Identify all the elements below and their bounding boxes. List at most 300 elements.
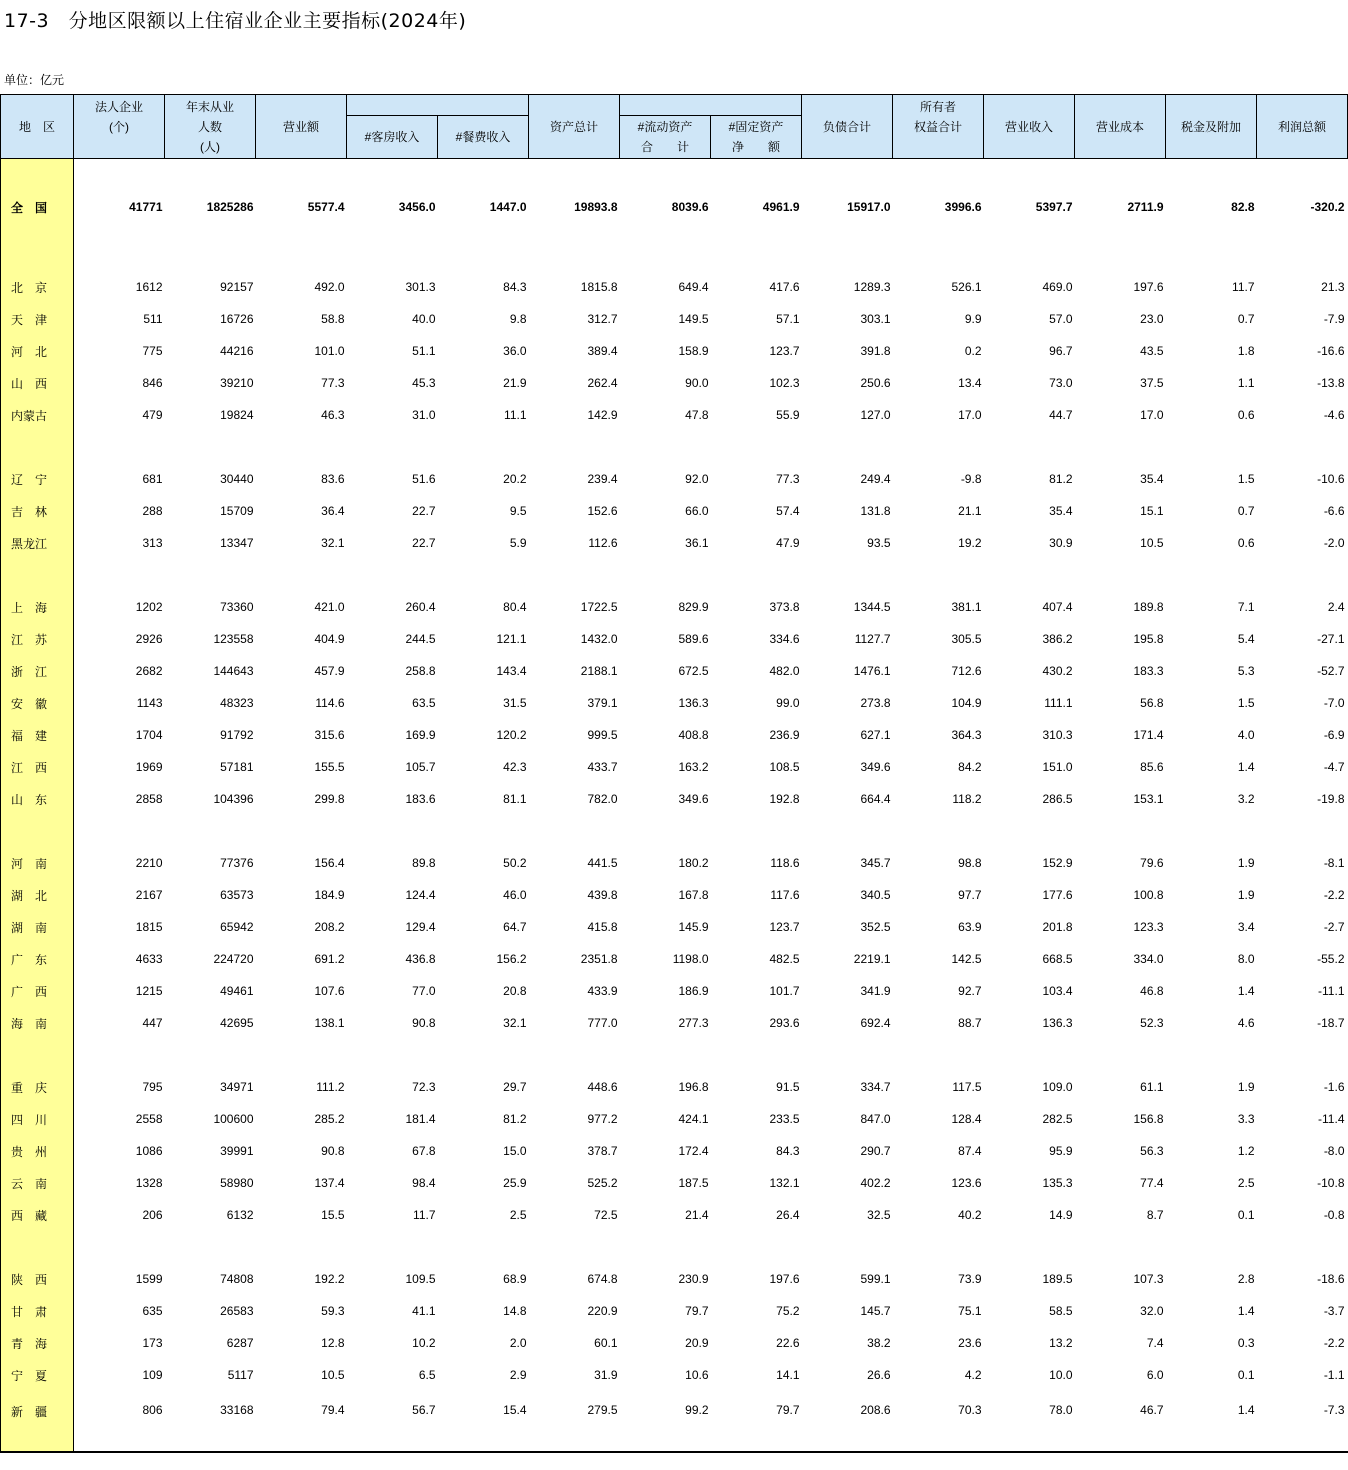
- value-cell: 1704: [135, 728, 163, 742]
- value-cell: 847.0: [860, 1112, 891, 1126]
- value-cell: 775: [142, 344, 163, 358]
- value-cell: 2558: [135, 1112, 163, 1126]
- table-row: [1, 943, 1348, 975]
- value-cell: 2.0: [509, 1336, 527, 1350]
- header-revenue-group: [347, 95, 529, 116]
- value-cell: 2.9: [509, 1368, 527, 1382]
- value-cell: 1.9: [1237, 1080, 1255, 1094]
- value-cell: 439.8: [587, 888, 618, 902]
- value-cell: 258.8: [405, 664, 436, 678]
- spacer-cell: [74, 1231, 165, 1263]
- region-name-cell: 甘 肃: [1, 1295, 74, 1327]
- value-cell: 1815: [135, 920, 163, 934]
- table-row: [1, 1167, 1348, 1199]
- spacer-cell: [74, 159, 165, 176]
- value-cell: 525.2: [587, 1176, 618, 1190]
- value-cell: 5.9: [509, 536, 527, 550]
- spacer-cell: [1257, 239, 1348, 271]
- value-cell: 99.0: [776, 696, 800, 710]
- value-cell: 70.3: [893, 1391, 984, 1452]
- value-cell: -11.1: [1318, 984, 1345, 998]
- value-cell: 1198.0: [672, 952, 709, 966]
- region-name-cell: 安 徽: [1, 687, 74, 719]
- value-cell: 15.1: [1140, 504, 1164, 518]
- table-row: [1, 1199, 1348, 1231]
- value-cell: 424.1: [678, 1112, 709, 1126]
- spacer-cell: [1, 239, 74, 271]
- value-cell: 282.5: [1042, 1112, 1073, 1126]
- value-cell: 334.6: [769, 632, 800, 646]
- header-employees-line1: 年末从业: [185, 99, 234, 114]
- value-cell: 10.5: [321, 1368, 345, 1382]
- spacer-cell: [893, 1039, 984, 1071]
- value-cell: 131.8: [860, 504, 891, 518]
- value-cell: 32.5: [867, 1208, 891, 1222]
- value-cell: 93.5: [867, 536, 891, 550]
- value-cell: 117.5: [952, 1080, 982, 1094]
- value-cell: 421.0: [314, 600, 345, 614]
- spacer-cell: [165, 431, 256, 463]
- value-cell: 692.4: [860, 1016, 891, 1030]
- value-cell: 7.1: [1237, 600, 1255, 614]
- spacer-cell: [1257, 815, 1348, 847]
- value-cell: 29.7: [503, 1080, 527, 1094]
- value-cell: -7.3: [1257, 1391, 1348, 1452]
- spacer-cell: [893, 1231, 984, 1263]
- spacer-cell: [711, 239, 802, 271]
- value-cell: 0.2: [964, 344, 982, 358]
- value-cell: 3.4: [1237, 920, 1255, 934]
- value-cell: 846: [142, 376, 163, 390]
- value-cell: 249.4: [860, 472, 891, 486]
- table-row: [1, 975, 1348, 1007]
- spacer-cell: [1075, 159, 1166, 176]
- value-cell: 197.6: [1133, 280, 1164, 294]
- value-cell: 589.6: [678, 632, 709, 646]
- value-cell: 180.2: [678, 856, 709, 870]
- value-cell: 1.8: [1237, 344, 1255, 358]
- value-cell: 10.0: [1049, 1368, 1073, 1382]
- value-cell: 136.3: [1042, 1016, 1073, 1030]
- value-cell: 47.8: [685, 408, 709, 422]
- spacer-cell: [802, 559, 893, 591]
- region-name-cell: 天 津: [1, 303, 74, 335]
- value-cell: 42.3: [503, 760, 527, 774]
- value-cell: 4961.9: [762, 200, 800, 214]
- value-cell: 303.1: [860, 312, 891, 326]
- value-cell: 4.0: [1237, 728, 1255, 742]
- spacer-cell: [1257, 1231, 1348, 1263]
- value-cell: 82.8: [1231, 200, 1255, 214]
- spacer-cell: [802, 239, 893, 271]
- value-cell: 99.2: [620, 1391, 711, 1452]
- value-cell: 118.6: [770, 856, 800, 870]
- table-row: [1, 1007, 1348, 1039]
- table-row: [1, 1359, 1348, 1391]
- spacer-cell: [165, 159, 256, 176]
- region-name-cell: 贵 州: [1, 1135, 74, 1167]
- value-cell: 81.1: [503, 792, 527, 806]
- value-cell: 9.8: [509, 312, 527, 326]
- spacer-cell: [529, 1231, 620, 1263]
- value-cell: 181.4: [405, 1112, 436, 1126]
- value-cell: 492.0: [314, 280, 345, 294]
- value-cell: 448.6: [587, 1080, 618, 1094]
- spacer-cell: [438, 559, 529, 591]
- spacer-cell: [1166, 431, 1257, 463]
- table-row: [1, 911, 1348, 943]
- value-cell: 349.6: [860, 760, 891, 774]
- value-cell: 1.9: [1237, 888, 1255, 902]
- value-cell: 479: [142, 408, 163, 422]
- value-cell: 186.9: [678, 984, 709, 998]
- spacer-row: [1, 1039, 1348, 1071]
- value-cell: 526.1: [951, 280, 982, 294]
- table-row: [1, 1263, 1348, 1295]
- value-cell: 23.0: [1140, 312, 1164, 326]
- header-revenue: 营业额: [256, 95, 347, 159]
- region-name-cell: 山 东: [1, 783, 74, 815]
- value-cell: -9.8: [960, 472, 982, 486]
- value-cell: -320.2: [1310, 200, 1345, 214]
- value-cell: 201.8: [1042, 920, 1073, 934]
- value-cell: 84.3: [776, 1144, 800, 1158]
- value-cell: 6132: [226, 1208, 254, 1222]
- spacer-cell: [1257, 1039, 1348, 1071]
- value-cell: -16.6: [1317, 344, 1345, 358]
- value-cell: 124.4: [405, 888, 436, 902]
- table-row: [1, 687, 1348, 719]
- value-cell: -4.7: [1323, 760, 1345, 774]
- value-cell: 15.5: [321, 1208, 345, 1222]
- spacer-cell: [1, 559, 74, 591]
- spacer-cell: [1, 1039, 74, 1071]
- value-cell: 31.9: [594, 1368, 618, 1382]
- value-cell: 95.9: [1049, 1144, 1073, 1158]
- spacer-row: [1, 431, 1348, 463]
- spacer-cell: [347, 1231, 438, 1263]
- value-cell: 109.5: [405, 1272, 436, 1286]
- spacer-cell: [256, 1231, 347, 1263]
- unit-label: 单位：亿元: [4, 73, 65, 87]
- value-cell: 108.5: [769, 760, 800, 774]
- value-cell: -3.7: [1323, 1304, 1345, 1318]
- value-cell: 41.1: [412, 1304, 436, 1318]
- spacer-cell: [893, 239, 984, 271]
- value-cell: 32.0: [1140, 1304, 1164, 1318]
- value-cell: 39991: [220, 1144, 254, 1158]
- value-cell: 21.4: [685, 1208, 709, 1222]
- spacer-cell: [529, 559, 620, 591]
- value-cell: 436.8: [405, 952, 436, 966]
- region-name-cell: 上 海: [1, 591, 74, 623]
- value-cell: 1447.0: [489, 200, 527, 214]
- value-cell: 1.2: [1237, 1144, 1255, 1158]
- spacer-cell: [984, 815, 1075, 847]
- table-row: [1, 623, 1348, 655]
- value-cell: 511: [143, 312, 163, 326]
- spacer-cell: [256, 1039, 347, 1071]
- value-cell: 315.6: [314, 728, 345, 742]
- header-room-income: #客房收入: [347, 116, 438, 159]
- spacer-cell: [1075, 431, 1166, 463]
- region-name-cell: 内蒙古: [1, 399, 74, 431]
- value-cell: 142.5: [951, 952, 982, 966]
- value-cell: 112.6: [588, 536, 618, 550]
- value-cell: 56.7: [347, 1391, 438, 1452]
- region-name-cell: 湖 南: [1, 911, 74, 943]
- value-cell: 57.0: [1049, 312, 1073, 326]
- value-cell: 301.3: [405, 280, 436, 294]
- spacer-cell: [256, 815, 347, 847]
- value-cell: 89.8: [412, 856, 436, 870]
- table-row: [1, 719, 1348, 751]
- value-cell: 84.3: [503, 280, 527, 294]
- value-cell: 13347: [220, 536, 254, 550]
- value-cell: 2.4: [1327, 600, 1345, 614]
- header-catering-income: #餐费收入: [438, 116, 529, 159]
- spacer-cell: [711, 431, 802, 463]
- value-cell: 163.2: [678, 760, 709, 774]
- spacer-cell: [893, 559, 984, 591]
- spacer-cell: [620, 1231, 711, 1263]
- value-cell: 415.8: [587, 920, 618, 934]
- value-cell: 0.6: [1237, 408, 1255, 422]
- value-cell: 105.7: [405, 760, 436, 774]
- value-cell: 151.0: [1042, 760, 1073, 774]
- value-cell: 143.4: [496, 664, 527, 678]
- value-cell: 1.5: [1237, 696, 1255, 710]
- value-cell: 14.8: [503, 1304, 527, 1318]
- spacer-cell: [984, 1039, 1075, 1071]
- value-cell: 1.4: [1237, 760, 1255, 774]
- value-cell: 30440: [220, 472, 254, 486]
- value-cell: 80.4: [503, 600, 527, 614]
- spacer-cell: [1, 1231, 74, 1263]
- spacer-cell: [620, 239, 711, 271]
- spacer-cell: [74, 815, 165, 847]
- value-cell: -6.9: [1323, 728, 1345, 742]
- spacer-cell: [711, 815, 802, 847]
- value-cell: -8.1: [1323, 856, 1345, 870]
- value-cell: 38.2: [867, 1336, 891, 1350]
- region-name-cell: 福 建: [1, 719, 74, 751]
- spacer-cell: [347, 159, 438, 176]
- value-cell: -7.9: [1323, 312, 1345, 326]
- value-cell: 334.0: [1133, 952, 1164, 966]
- header-employees-line2: 人数: [197, 119, 222, 134]
- value-cell: 378.7: [587, 1144, 618, 1158]
- header-assets-group: [620, 95, 802, 116]
- value-cell: 379.1: [587, 696, 618, 710]
- spacer-cell: [711, 1231, 802, 1263]
- value-cell: 72.5: [594, 1208, 618, 1222]
- value-cell: 123.7: [769, 344, 800, 358]
- value-cell: 75.1: [958, 1304, 982, 1318]
- value-cell: 1612: [135, 280, 163, 294]
- value-cell: 57181: [220, 760, 254, 774]
- value-cell: 63.5: [412, 696, 436, 710]
- value-cell: 2926: [135, 632, 163, 646]
- value-cell: 433.7: [587, 760, 618, 774]
- region-name-cell: 新 疆: [1, 1391, 74, 1452]
- spacer-cell: [529, 431, 620, 463]
- value-cell: 1086: [135, 1144, 163, 1158]
- value-cell: 10.6: [685, 1368, 709, 1382]
- value-cell: 66.0: [685, 504, 709, 518]
- value-cell: 1.5: [1237, 472, 1255, 486]
- value-cell: 20.9: [685, 1336, 709, 1350]
- value-cell: 277.3: [678, 1016, 709, 1030]
- value-cell: 91792: [220, 728, 254, 742]
- value-cell: 16726: [220, 312, 254, 326]
- value-cell: 6.5: [418, 1368, 436, 1382]
- value-cell: 22.7: [412, 536, 436, 550]
- value-cell: 79.4: [256, 1391, 347, 1452]
- region-name-cell: 北 京: [1, 271, 74, 303]
- value-cell: 1143: [136, 696, 163, 710]
- value-cell: 26583: [220, 1304, 254, 1318]
- spacer-cell: [165, 1231, 256, 1263]
- value-cell: 829.9: [678, 600, 709, 614]
- value-cell: 145.7: [860, 1304, 891, 1318]
- value-cell: 230.9: [678, 1272, 709, 1286]
- spacer-cell: [1075, 1231, 1166, 1263]
- value-cell: 1344.5: [853, 600, 891, 614]
- value-cell: 5397.7: [1035, 200, 1073, 214]
- value-cell: 1476.1: [853, 664, 891, 678]
- spacer-cell: [74, 1039, 165, 1071]
- region-name-cell: 河 北: [1, 335, 74, 367]
- spacer-cell: [1075, 559, 1166, 591]
- region-name-cell: 江 西: [1, 751, 74, 783]
- value-cell: 11.1: [504, 408, 527, 422]
- table-row: [1, 335, 1348, 367]
- spacer-cell: [711, 159, 802, 176]
- value-cell: 101.7: [769, 984, 800, 998]
- value-cell: 334.7: [860, 1080, 891, 1094]
- value-cell: 1.4: [1166, 1391, 1257, 1452]
- value-cell: 1.4: [1237, 984, 1255, 998]
- region-name-cell: 河 南: [1, 847, 74, 879]
- value-cell: 114.6: [315, 696, 345, 710]
- value-cell: 136.3: [678, 696, 709, 710]
- value-cell: -8.0: [1323, 1144, 1345, 1158]
- value-cell: 3.2: [1237, 792, 1255, 806]
- value-cell: 5577.4: [307, 200, 345, 214]
- value-cell: -18.6: [1317, 1272, 1345, 1286]
- spacer-cell: [256, 559, 347, 591]
- value-cell: 103.4: [1042, 984, 1073, 998]
- region-name-cell: 江 苏: [1, 623, 74, 655]
- spacer-cell: [1075, 239, 1166, 271]
- value-cell: 57.1: [776, 312, 800, 326]
- value-cell: 236.9: [769, 728, 800, 742]
- value-cell: 674.8: [587, 1272, 618, 1286]
- value-cell: 117.6: [770, 888, 800, 902]
- header-taxes: 税金及附加: [1166, 95, 1257, 159]
- header-total-liabilities: 负债合计: [802, 95, 893, 159]
- value-cell: 345.7: [860, 856, 891, 870]
- value-cell: 74808: [220, 1272, 254, 1286]
- value-cell: -10.6: [1317, 472, 1345, 486]
- value-cell: 46.8: [1140, 984, 1164, 998]
- value-cell: 132.1: [769, 1176, 800, 1190]
- value-cell: 35.4: [1049, 504, 1073, 518]
- spacer-cell: [74, 559, 165, 591]
- value-cell: 25.9: [503, 1176, 527, 1190]
- value-cell: -27.1: [1317, 632, 1345, 646]
- value-cell: 31.0: [412, 408, 436, 422]
- value-cell: 55.9: [776, 408, 800, 422]
- value-cell: 172.4: [678, 1144, 709, 1158]
- value-cell: 152.9: [1042, 856, 1073, 870]
- value-cell: 21.9: [503, 376, 527, 390]
- value-cell: 381.1: [951, 600, 982, 614]
- spacer-cell: [438, 815, 529, 847]
- value-cell: 65942: [220, 920, 254, 934]
- value-cell: 8.0: [1237, 952, 1255, 966]
- header-total-assets: 资产总计: [529, 95, 620, 159]
- value-cell: 5.4: [1237, 632, 1255, 646]
- page-title: 17-3 分地区限额以上住宿业企业主要指标(2024年): [4, 10, 467, 32]
- value-cell: 35.4: [1140, 472, 1164, 486]
- value-cell: 17.0: [958, 408, 982, 422]
- value-cell: 627.1: [860, 728, 891, 742]
- value-cell: 9.5: [509, 504, 527, 518]
- spacer-cell: [620, 431, 711, 463]
- value-cell: 1328: [135, 1176, 163, 1190]
- value-cell: 691.2: [314, 952, 345, 966]
- value-cell: 34971: [220, 1080, 254, 1094]
- spacer-cell: [1, 159, 74, 176]
- value-cell: 0.7: [1237, 312, 1255, 326]
- header-current-assets-line2: 合 计: [640, 140, 689, 154]
- value-cell: 2.5: [1237, 1176, 1255, 1190]
- value-cell: 127.0: [860, 408, 891, 422]
- region-name-cell: 山 西: [1, 367, 74, 399]
- value-cell: 77.0: [412, 984, 436, 998]
- value-cell: -55.2: [1317, 952, 1345, 966]
- spacer-cell: [1257, 159, 1348, 176]
- value-cell: 1599: [135, 1272, 163, 1286]
- value-cell: 187.5: [678, 1176, 709, 1190]
- spacer-cell: [529, 239, 620, 271]
- table-row-national: [1, 175, 1348, 239]
- region-name-cell: 全 国: [1, 175, 74, 239]
- value-cell: 67.8: [412, 1144, 436, 1158]
- spacer-cell: [165, 239, 256, 271]
- spacer-cell: [347, 559, 438, 591]
- value-cell: 341.9: [860, 984, 891, 998]
- value-cell: 173: [142, 1336, 163, 1350]
- spacer-cell: [256, 159, 347, 176]
- table-row: [1, 1135, 1348, 1167]
- value-cell: 8039.6: [671, 200, 709, 214]
- value-cell: 189.8: [1133, 600, 1164, 614]
- value-cell: -19.8: [1317, 792, 1345, 806]
- value-cell: 167.8: [678, 888, 709, 902]
- value-cell: 250.6: [860, 376, 891, 390]
- value-cell: 97.7: [958, 888, 982, 902]
- spacer-cell: [1075, 1039, 1166, 1071]
- value-cell: 123.7: [769, 920, 800, 934]
- value-cell: 121.1: [496, 632, 527, 646]
- value-cell: 4.2: [964, 1368, 982, 1382]
- value-cell: 101.0: [314, 344, 345, 358]
- value-cell: 430.2: [1042, 664, 1073, 678]
- value-cell: -2.2: [1323, 1336, 1345, 1350]
